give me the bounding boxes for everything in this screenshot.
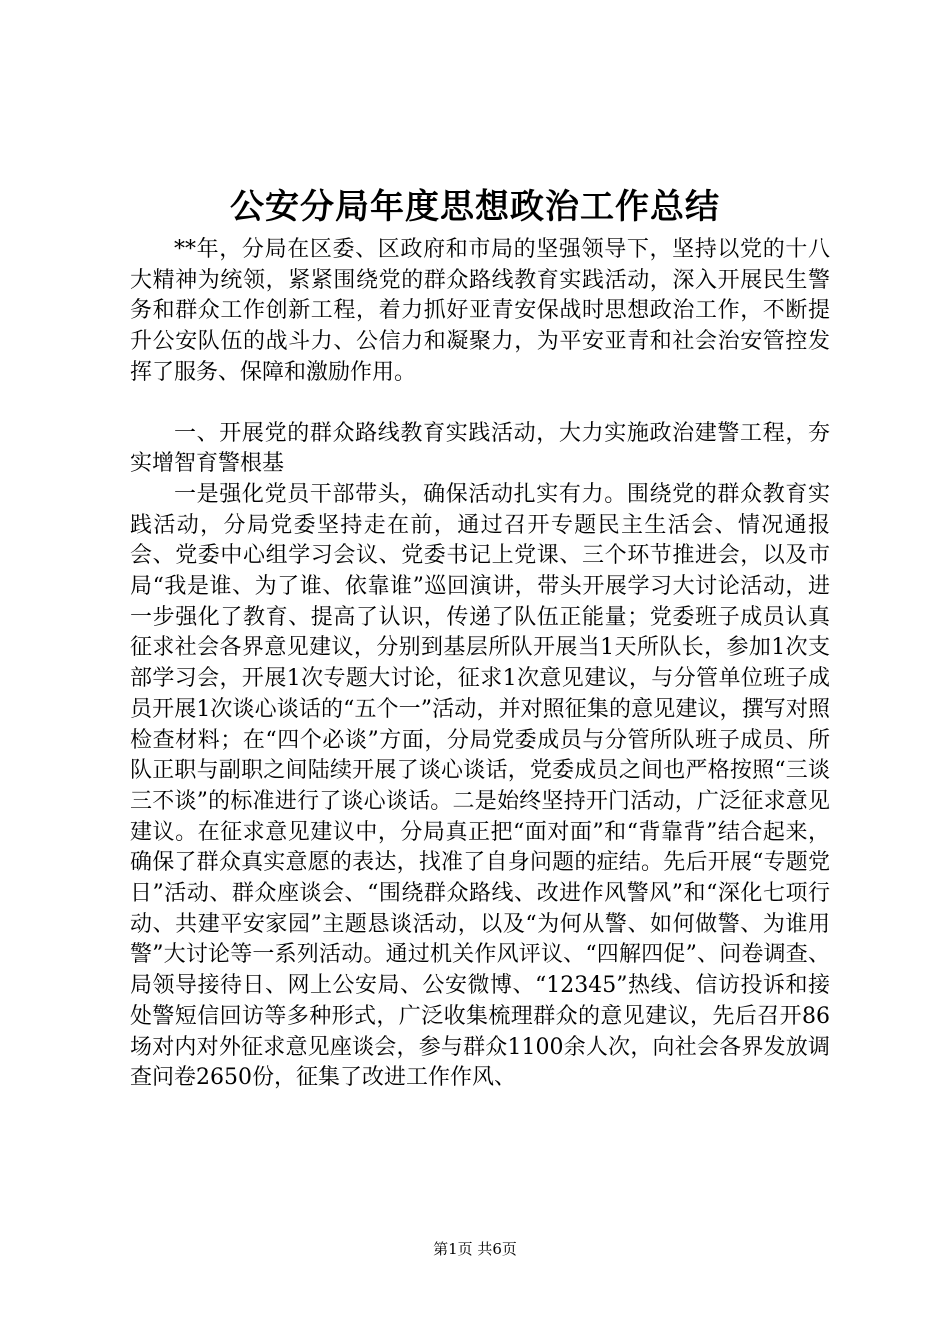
body-paragraph: 一是强化党员干部带头，确保活动扎实有力。围绕党的群众教育实践活动，分局党委坚持走在前，通过召开专题民主生活会、情况通报会、党委中心组学习会议、党委书记上党课、三个环节推进会，以及市局“我是谁、为了谁、依靠谁”巡回演讲，带头开展学习大讨论活动，进一步强化了教育、提高了认识，传递了队伍正能量；党委班子成员认真征求社会各界意见建议，分别到基层所队开展当1天所队长，参加1次支部学习会，开展1次专题大讨论，征求1次意见建议，与分管单位班子成员开展1次谈心谈话的“五个一”活动，并对照征集的意见建议，撰写对照检查材料；在“四个必谈”方面，分局党委成员与分管所队班子成员、所队正职与副职之间陆续开展了谈心谈话，党委成员之间也严格按照“三谈三不谈”的标准进行了谈心谈话。二是始终坚持开门活动，广泛征求意见建议。在征求意见建议中，分局真正把“面对面”和“背靠背”结合起来，确保了群众真实意愿的表达，找准了自身问题的症结。先后开展“专题党日”活动、群众座谈会、“围绕群众路线、改进作风警风”和“深化七项行动、共建平安家园”主题恳谈活动，以及“为何从警、如何做警、为谁用警”大讨论等一系列活动。通过机关作风评议、“四解四促”、问卷调查、局领导接待日、网上公安局、公安微博、“12345”热线、信访投诉和接处警短信回访等多种形式，广泛收集梳理群众的意见建议，先后召开86场对内对外征求意见座谈会，参与群众1100余人次，向社会各界发放调查问卷2650份，征集了改进工作作风、 (130, 481, 830, 1091)
document-body (130, 235, 830, 1094)
intro-paragraph: **年，分局在区委、区政府和市局的坚强领导下，坚持以党的十八大精神为统领，紧紧围绕党的群众路线教育实践活动，深入开展民生警务和群众工作创新工程，着力抓好亚青安保战时思想政治工作，不断提升公安队伍的战斗力、公信力和凝聚力，为平安亚青和社会治安管控发挥了服务、保障和激励作用。 (130, 237, 830, 385)
section-heading: 一、开展党的群众路线教育实践活动，大力实施政治建警工程，夯实增智育警根基 (130, 420, 830, 477)
document-title: 公安分局年度思想政治工作总结 (230, 187, 720, 227)
page-footer: 第1页 共6页 (433, 1240, 517, 1258)
